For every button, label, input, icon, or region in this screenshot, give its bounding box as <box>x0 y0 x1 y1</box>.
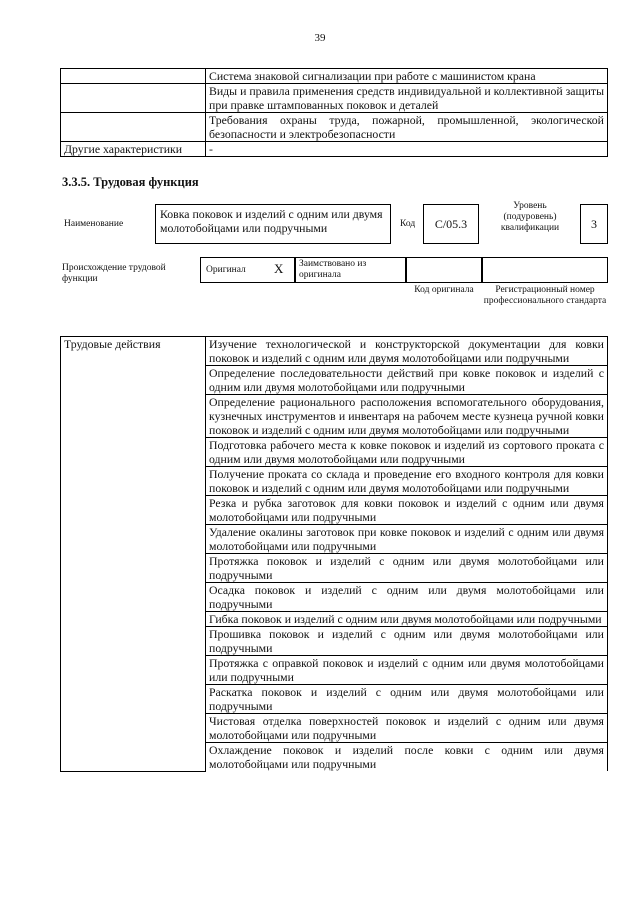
labor-action-item: Получение проката со склада и проведение его входного контроля для ковки поковок и изделий с одним или двумя молотобойцами или подручными <box>206 467 608 496</box>
labor-action-item: Протяжка поковок и изделий с одним или двумя молотобойцами или подручными <box>206 554 608 583</box>
labor-action-item: Прошивка поковок и изделий с одним или двумя молотобойцами или подручными <box>206 627 608 656</box>
labor-action-item: Удаление окалины заготовок при ковке поковок и изделий с одним или двумя молотобойцами или подручными <box>206 525 608 554</box>
labor-action-item: Гибка поковок и изделий с одним или двумя молотобойцами или подручными <box>206 612 608 627</box>
row-text: Виды и правила применения средств индивидуальной и коллективной защиты при правке штампованных поковок и деталей <box>206 84 608 113</box>
labor-action-item: Резка и рубка заготовок для ковки поковок и изделий с одним или двумя молотобойцами или подручными <box>206 496 608 525</box>
table-row <box>61 84 608 113</box>
labor-action-item: Изучение технологической и конструкторской документации для ковки поковок и изделий с одним или двумя молотобойцами или подручными <box>206 337 608 366</box>
function-code-value: C/05.3 <box>423 204 479 244</box>
labor-actions-label: Трудовые действия <box>61 337 206 772</box>
name-label: Наименование <box>64 219 124 229</box>
borrowed-label: Заимствовано из оригинала <box>299 259 367 280</box>
page-number: 39 <box>314 32 326 44</box>
labor-action-item: Чистовая отделка поверхностей поковок и изделий с одним или двумя молотобойцами или подручными <box>206 714 608 743</box>
level-label: Уровень (подуровень) квалификации <box>500 201 560 233</box>
code-label: Код <box>400 219 416 229</box>
original-label: Оригинал <box>206 265 246 275</box>
reg-number-cell <box>482 257 608 283</box>
row-label <box>61 84 206 113</box>
level-value: 3 <box>580 204 608 244</box>
labor-action-item: Протяжка с оправкой поковок и изделий с одним или двумя молотобойцами или подручными <box>206 656 608 685</box>
row-label <box>61 113 206 142</box>
original-code-cell <box>406 257 482 283</box>
original-mark: X <box>274 261 284 276</box>
other-characteristics-value: - <box>206 142 608 157</box>
labor-action-item: Определение рационального расположения вспомогательного оборудования, кузнечных инструментов и инвентаря на рабочем месте кузнеца ручной ковки поковок и изделий с одним или двумя молотобойцами или подручными <box>206 395 608 438</box>
row-text: Требования охраны труда, пожарной, промышленной, экологической безопасности и электробезопасности <box>206 113 608 142</box>
row-label <box>61 69 206 84</box>
table-row <box>61 69 608 84</box>
table-row <box>61 142 608 157</box>
table-row <box>61 113 608 142</box>
row-text: Система знаковой сигнализации при работе с машинистом крана <box>206 69 608 84</box>
function-name-value: Ковка поковок и изделий с одним или двумя молотобойцами или подручными <box>155 204 391 244</box>
labor-action-item: Осадка поковок и изделий с одним или двумя молотобойцами или подручными <box>206 583 608 612</box>
labor-action-item: Определение последовательности действий при ковке поковок и изделий с одним или двумя молотобойцами или подручными <box>206 366 608 395</box>
origin-label: Происхождение трудовой функции <box>62 263 166 284</box>
other-characteristics-label: Другие характеристики <box>61 142 206 157</box>
top-requirements-table <box>60 68 608 157</box>
reg-number-label: Регистрационный номер профессионального стандарта <box>483 285 607 306</box>
section-title: 3.3.5. Трудовая функция <box>62 175 199 189</box>
table-row <box>61 337 608 366</box>
labor-actions-table <box>60 336 608 772</box>
labor-action-item: Охлаждение поковок и изделий после ковки с одним или двумя молотобойцами или подручными <box>206 743 608 772</box>
labor-action-item: Подготовка рабочего места к ковке поковок и изделий из сортового проката с одним или двумя молотобойцами или подручными <box>206 438 608 467</box>
original-code-label: Код оригинала <box>414 285 474 295</box>
labor-action-item: Раскатка поковок и изделий с одним или двумя молотобойцами или подручными <box>206 685 608 714</box>
